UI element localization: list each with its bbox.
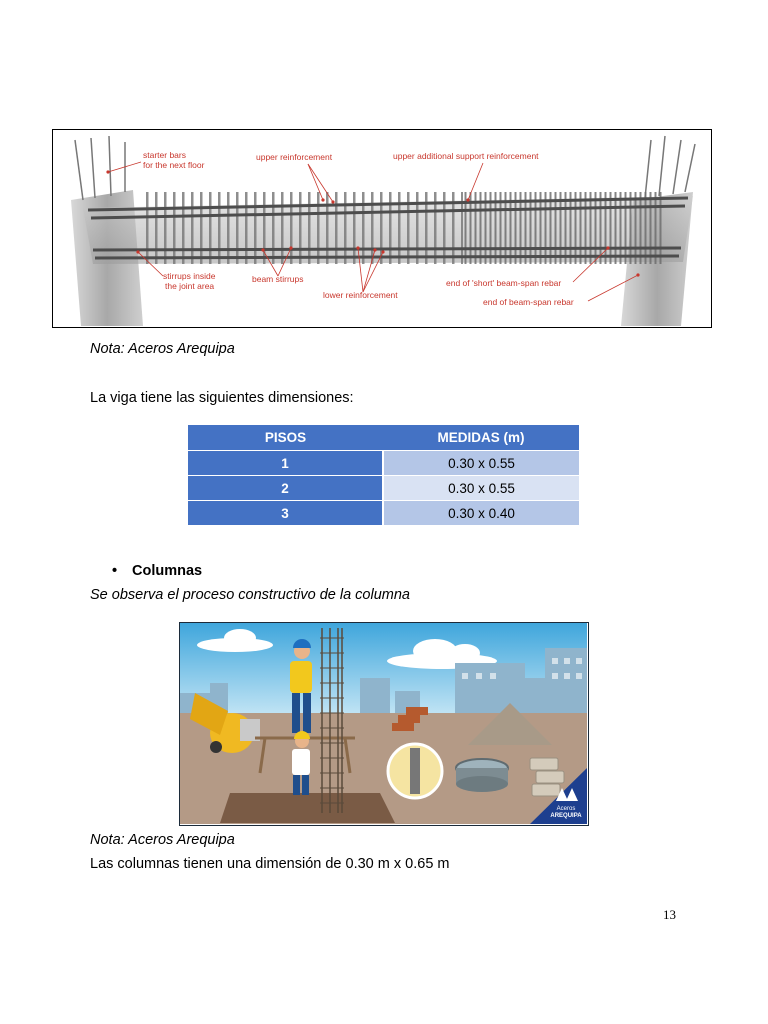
cell-medida: 0.30 x 0.40 — [383, 501, 579, 526]
excavation — [220, 793, 395, 823]
header-pisos: PISOS — [188, 425, 383, 451]
label-starter-bars-1: starter bars — [143, 150, 186, 160]
left-starter-bars — [75, 136, 125, 200]
beam-intro-text: La viga tiene las siguientes dimensiones: — [90, 390, 354, 406]
cell-piso: 1 — [188, 451, 383, 476]
header-medidas: MEDIDAS (m) — [383, 425, 579, 451]
right-starter-bars — [645, 136, 695, 198]
cell-piso: 2 — [188, 476, 383, 501]
beam-reinforcement-figure — [52, 129, 712, 328]
label-beam-stirrups: beam stirrups — [252, 274, 304, 284]
section-title: Columnas — [132, 563, 203, 579]
label-upper-reinforcement: upper reinforcement — [256, 152, 333, 162]
logo-text-line1: Aceros — [556, 806, 576, 812]
table-row — [188, 451, 579, 476]
section-bullet — [112, 563, 202, 579]
page-number: 13 — [663, 907, 676, 922]
label-end-beam: end of beam-span rebar — [483, 297, 574, 307]
rebar-detail-circle — [388, 744, 442, 798]
construction-illustration — [180, 623, 587, 824]
water-tub — [456, 759, 508, 792]
figure2-caption: Nota: Aceros Arequipa — [90, 832, 235, 848]
column-dimension-text: Las columnas tienen una dimensión de 0.30 m x 0.65 m — [90, 856, 450, 872]
beam-dimensions-table — [188, 425, 579, 525]
section-subtitle: Se observa el proceso constructivo de la columna — [90, 587, 410, 603]
label-starter-bars-2: for the next floor — [143, 160, 205, 170]
table-row — [188, 501, 579, 526]
logo-text-line2: AREQUIPA — [550, 813, 582, 819]
label-stirrups-joint-2: the joint area — [165, 281, 215, 291]
table-row — [188, 476, 579, 501]
beam-diagram — [53, 130, 710, 326]
cell-piso: 3 — [188, 501, 383, 526]
label-end-short: end of 'short' beam-span rebar — [446, 278, 562, 288]
column-construction-figure — [179, 622, 589, 826]
bullet-dot-icon: • — [112, 563, 118, 579]
table-header-row — [188, 425, 579, 451]
label-lower-reinforcement: lower reinforcement — [323, 290, 398, 300]
label-stirrups-joint-1: stirrups inside — [163, 271, 216, 281]
label-upper-additional: upper additional support reinforcement — [393, 151, 539, 161]
cell-medida: 0.30 x 0.55 — [383, 451, 579, 476]
cell-medida: 0.30 x 0.55 — [383, 476, 579, 501]
figure1-caption: Nota: Aceros Arequipa — [90, 341, 235, 357]
